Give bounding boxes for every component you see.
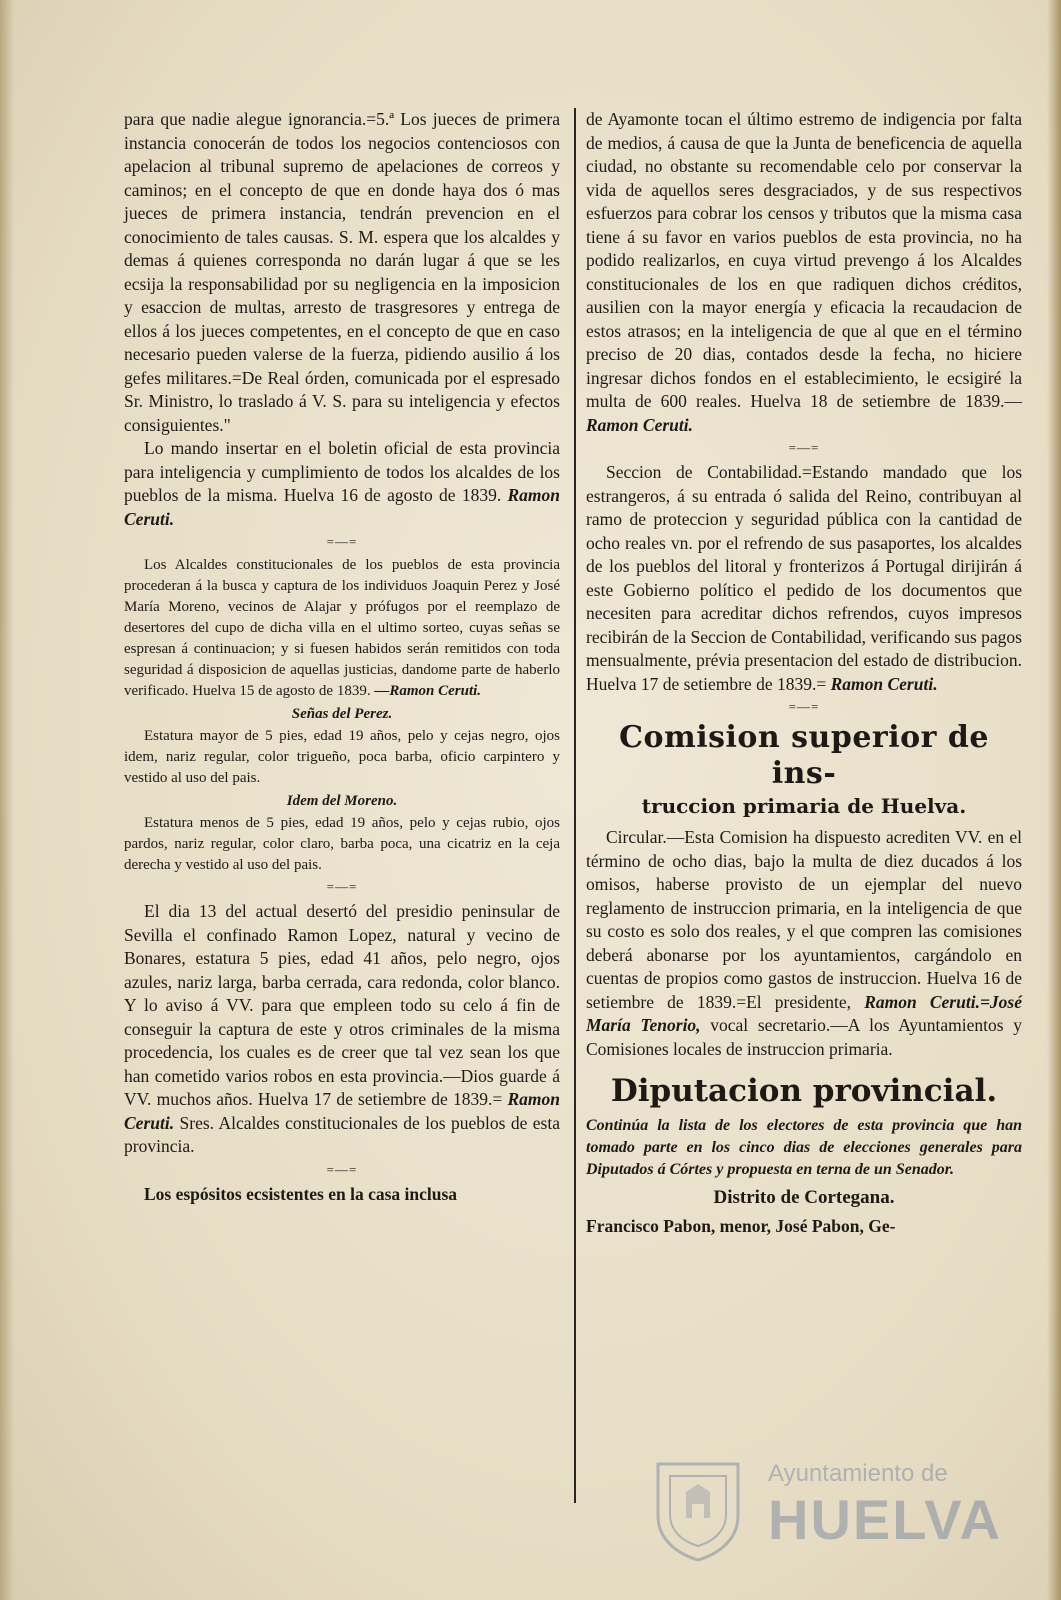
page-edge-left	[0, 0, 14, 1600]
right-paragraph-4: Continúa la lista de los electores de esta provincia que han tomado parte en los cinco dias de elecciones generales para Diputados á Córtes y propuesta en terna de un Senador.	[586, 1117, 1022, 1178]
column-rule	[574, 108, 576, 1503]
right-paragraph-3-tail: vocal secretario.—A los Ayuntamientos y Comisiones locales de instruccion primaria.	[586, 1015, 1022, 1059]
right-paragraph-3-signature: Ramon Ceruti.=José María Tenorio,	[586, 991, 1022, 1035]
separator: =—=	[788, 699, 820, 714]
subheading-moreno: Idem del Moreno.	[286, 793, 398, 809]
left-paragraph-2-text: Lo mando insertar en el boletin oficial de esta provincia para inteligencia y cumplimiento de todos los alcaldes de los pueblos de la misma. Huelva 16 de agosto de 1839.	[124, 438, 560, 505]
ayuntamiento-watermark	[648, 1450, 1002, 1570]
district-heading: Distrito de Cortegana.	[713, 1187, 895, 1208]
right-paragraph-2-signature: Ramon Ceruti.	[830, 673, 938, 694]
left-paragraph-3	[124, 555, 560, 702]
left-paragraph-1: para que nadie alegue ignorancia.=5.ª Los jueces de primera instancia conocerán de todos los negocios contenciosos con apelacion al tribunal supremo de apelaciones de correos y caminos; en el concepto de que en donde haya dos ó mas jueces de primera instancia, tendrán prevencion en el conocimiento de tales causas. S. M. espera que los alcaldes y demas á quienes corresponda no darán lugar á que se les ecsija la responsabilidad por su negligencia en la imposicion y esaccion de multas, arresto de trasgresores y entrega de ellos á los jueces competentes, en el concepto de que en caso necesario pueden valerse de la fuerza, pidiendo ausilio á los gefes militares.=De Real órden, comunicada por el espresado Sr. Ministro, lo traslado á V. S. para su inteligencia y efectos consiguientes."	[124, 109, 560, 435]
left-paragraph-6-tail: Sres. Alcaldes constitucionales de los pueblos de esta provincia.	[124, 1112, 560, 1156]
left-paragraph-2-signature: Ramon Ceruti.	[124, 485, 561, 529]
page-edge-right	[1047, 0, 1061, 1600]
right-paragraph-2-text: Seccion de Contabilidad.=Estando mandado que los estrangeros, á su entrada ó salida del Reino, contribuyan al ramo de proteccion y seguridad pública con la cantidad de ocho reales vn. por el refrendo de sus pasaportes, los alcaldes de los pueblos del litoral y fronterizos á Portugal dirijirán á este Gobierno político el pedido de los documentos que necesiten para acreditar dichos refrendos, cuyos impresos recibirán de la Seccion de Contabilidad, verificando sus pagos mensualmente, prévia presentacion del estado de distribucion. Huelva 17 de setiembre de 1839.=	[586, 462, 1022, 694]
left-paragraph-4: Estatura mayor de 5 pies, edad 19 años, pelo y cejas negro, ojos idem, nariz regular, color trigueño, poca barba, oficio carpintero y vestido al uso del pais.	[124, 728, 560, 786]
left-paragraph-3-signature: —Ramon Ceruti.	[374, 683, 482, 699]
section-title-comision: Comision superior de ins-	[619, 720, 989, 791]
section-subtitle-comision: truccion primaria de Huelva.	[641, 794, 967, 818]
watermark-line-2: HUELVA	[768, 1488, 1002, 1551]
left-paragraph-6-text: El dia 13 del actual desertó del presidio peninsular de Sevilla el confinado Ramon Lopez, natural y vecino de Bonares, estatura 5 pies, edad 41 años, pelo negro, ojos azules, nariz larga, barba cerrada, cara redonda, color blanco. Y lo aviso á VV. para que empleen todo su celo á fin de conseguir la captura de este y otros criminales de la misma procedencia, los cuales es de creer que tal vez sean los que han cometido varios robos en esta provincia.—Dios guarde á VV. muchos años. Huelva 17 de setiembre de 1839.=	[124, 901, 560, 1109]
separator: =—=	[326, 534, 358, 549]
separator: =—=	[326, 879, 358, 894]
left-paragraph-2	[124, 437, 560, 531]
coat-of-arms-icon	[648, 1458, 748, 1562]
subheading-perez: Señas del Perez.	[291, 706, 393, 722]
right-paragraph-1-text: de Ayamonte tocan el último estremo de indigencia por falta de medios, á causa de que la Junta de beneficencia de aquella ciudad, no obstante su recomendable celo por conservar la vida de aquellos seres desgraciados, y de sus respectivos esfuerzos para cobrar los censos y tributos que la misma casa tiene á su favor en varios pueblos de esta provincia, no ha podido realizarlos, en cuya virtud prevengo á los Alcaldes constitucionales de los en que radiquen dichos créditos, ausilien con la mayor energía y eficacia la recaudacion de estos atrasos; en la inteligencia de que al que en el término preciso de 20 dias, contados desde la fecha, no hiciere ingresar dichos fondos en el establecimiento, le ecsigiré la multa de 600 reales. Huelva 18 de setiembre de 1839.—	[586, 109, 1022, 411]
right-paragraph-1-signature: Ramon Ceruti.	[586, 414, 693, 435]
left-paragraph-6-signature: Ramon Ceruti.	[124, 1089, 560, 1133]
left-paragraph-7: Los espósitos ecsistentes en la casa inclusa	[144, 1183, 458, 1204]
left-paragraph-6	[124, 900, 560, 1159]
left-paragraph-5: Estatura menos de 5 pies, edad 19 años, pelo y cejas rubio, ojos pardos, nariz regular, color claro, barba poca, una cicatriz en la ceja derecha y vestido al uso del pais.	[124, 815, 560, 873]
section-title-diputacion: Diputacion provincial.	[610, 1073, 998, 1109]
right-paragraph-3	[586, 826, 1022, 1061]
left-paragraph-3-text: Los Alcaldes constitucionales de los pueblos de esta provincia procederan á la busca y captura de los individuos Joaquin Perez y José María Moreno, vecinos de Alajar y prófugos por el reemplazo de desertores del cupo de dicha villa en el ultimo sorteo, cuyas señas se espresan á continuacion; y si fuesen habidos serán remitidos con toda seguridad á disposicion de aquellas justicias, dandome parte de haberlo verificado. Huelva 15 de agosto de 1839.	[124, 557, 560, 699]
separator: =—=	[326, 1161, 358, 1177]
separator: =—=	[788, 440, 820, 455]
right-paragraph-5: Francisco Pabon, menor, José Pabon, Ge-	[586, 1216, 896, 1236]
right-paragraph-2	[586, 461, 1022, 696]
right-column	[586, 108, 1022, 1239]
right-paragraph-1	[586, 108, 1022, 437]
watermark-line-1: Ayuntamiento de	[768, 1460, 948, 1487]
right-paragraph-3-text: Circular.—Esta Comision ha dispuesto acrediten VV. en el término de ocho dias, bajo la multa de diez ducados á los omisos, haberse provisto de un ejemplar del nuevo reglamento de instruccion primaria, en la inteligencia de que su costo es solo dos reales, y el que compren las comisiones deberá abonarse por los ayuntamientos, cargándolo en cuentas de propios como gastos de instruccion. Huelva 16 de setiembre de 1839.=El presidente,	[586, 827, 1022, 1012]
left-column	[124, 108, 560, 1206]
